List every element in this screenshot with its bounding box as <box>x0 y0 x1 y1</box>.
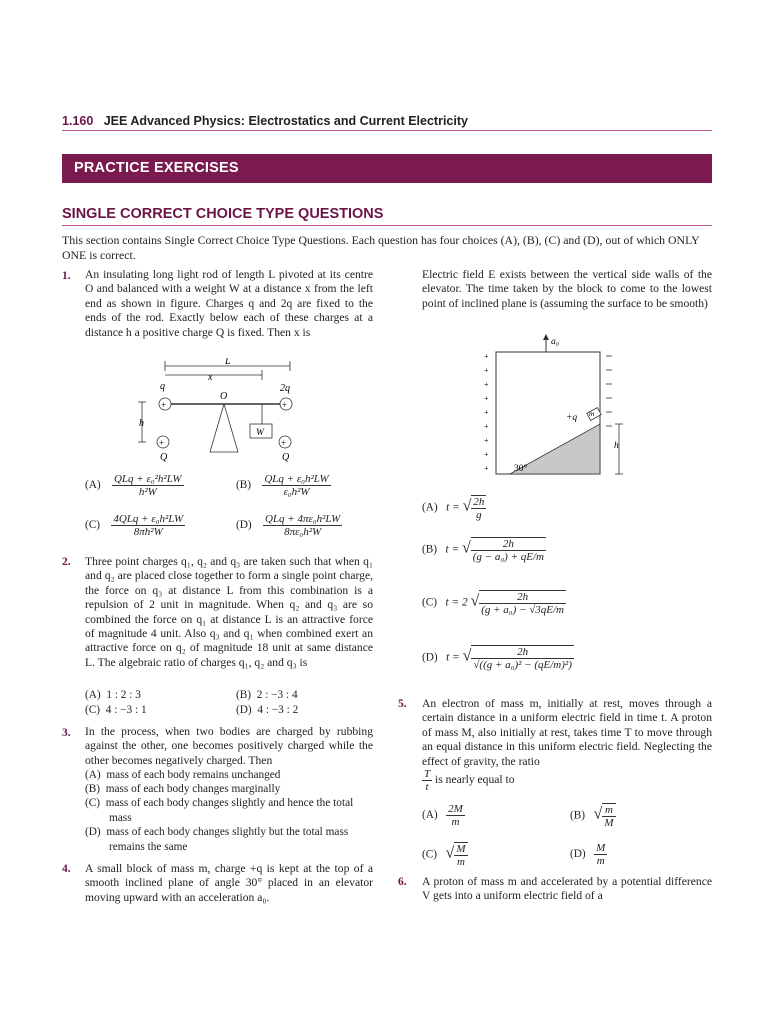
q2-option-c[interactable]: (C) 4 : −3 : 1 <box>85 704 147 716</box>
q4-option-c[interactable]: (C) t = 2 √ $\frac{2h}{\text{(g + a₀) − √3qE/m}}$ <box>422 591 564 616</box>
svg-text:+: + <box>159 438 165 448</box>
q3-number: 3. <box>62 727 71 739</box>
q4-option-d[interactable]: (D) t = √ $\frac{2h}{\text{√((g + a₀)² − (qE/m)²)}}$ <box>422 646 572 671</box>
q3-option-c[interactable]: (C) mass of each body changes slightly and hence the total mass <box>85 797 354 824</box>
svg-text:+: + <box>484 394 489 403</box>
q5-number: 5. <box>398 698 407 710</box>
q3-text: In the process, when two bodies are charged by rubbing against the other, one becomes positively charged while the other becomes negatively charged. Then <box>85 725 373 767</box>
svg-text:+: + <box>484 380 489 389</box>
fig1-q-label: q <box>160 381 165 392</box>
q2-option-b[interactable]: (B) 2 : −3 : 4 <box>236 689 298 701</box>
section-title: SINGLE CORRECT CHOICE TYPE QUESTIONS <box>62 206 384 222</box>
svg-text:+: + <box>281 438 287 448</box>
q1-option-d[interactable]: (D) $\frac{\text{QLq + 4πε₀h²LW}}{\text{8πε₀h²W}}$ <box>236 513 341 538</box>
q2-text: Three point charges q₁, q₂ and q₃ are taken such that when q₁ and q₂ are placed close together to form a single point charge, the force on q₃ at distance L from this combination is a repulsion of 2 unit in magnitude. When q₂ and q₃ are so combined the force on q₁ at distance L is an attractive force of magnitude 4 unit. Also q₃ and q₁ when combined exert an attractive force on q₂ of magnitude 18 unit at same distance L. The algebraic ratio of charges q₁, q₂ and q₃ is <box>85 555 373 669</box>
fig4-h-label: h <box>614 441 619 451</box>
fig1-x-label: x <box>208 372 213 383</box>
svg-text:+: + <box>484 352 489 361</box>
fig4-a0-label: a₀ <box>551 337 560 347</box>
q5-ratio-line: $\frac{T}{t}$ is nearly equal to <box>424 768 515 793</box>
q1-option-a[interactable]: (A) $\frac{\text{QLq + ε₀²h²LW}}{\text{h²W}}$ <box>85 473 182 498</box>
q5-option-a[interactable]: (A) $\frac{2M}{m}$ <box>422 803 463 828</box>
page-number: 1.160 <box>62 114 94 128</box>
svg-text:+: + <box>282 400 288 410</box>
fig4-charge-label: +q <box>566 413 578 423</box>
q4-text-continued: Electric field E exists between the vertical side walls of the elevator. The time taken by the block to come to the lowest point of inclined plane is (assuming the surface to be smooth) <box>422 268 712 310</box>
q1-number: 1. <box>62 270 71 282</box>
fig1-Q1-label: Q <box>160 452 168 463</box>
fig1-Q2-label: Q <box>282 452 290 463</box>
fig1-h-label: h <box>139 418 144 429</box>
q6-number: 6. <box>398 876 407 888</box>
svg-text:+: + <box>484 366 489 375</box>
fig4-block-label: m <box>589 409 595 418</box>
q3-option-d[interactable]: (D) mass of each body changes slightly but the total mass remains the same <box>85 826 349 853</box>
q5-option-d[interactable]: (D) $\frac{M}{m}$ <box>570 842 606 867</box>
q3-option-b[interactable]: (B) mass of each body changes marginally <box>85 783 281 795</box>
header-rule <box>62 130 712 131</box>
q2-number: 2. <box>62 556 71 568</box>
running-header <box>62 114 468 128</box>
svg-text:+: + <box>484 450 489 459</box>
fig1-O-label: O <box>220 391 228 402</box>
q4-figure <box>478 332 628 480</box>
q3-option-a[interactable]: (A) mass of each body remains unchanged <box>85 769 281 781</box>
q1-option-b[interactable]: (B) $\frac{\text{QLq + ε₀h²LW}}{\text{ε₀h²W}}$ <box>236 473 329 498</box>
book-title: JEE Advanced Physics: Electrostatics and Current Electricity <box>103 114 468 128</box>
banner-title: PRACTICE EXERCISES <box>74 160 239 176</box>
section-intro: This section contains Single Correct Choice Type Questions. Each question has four choices (A), (B), (C) and (D), out of which ONLY ONE is correct. <box>62 233 700 262</box>
section-rule <box>62 225 712 226</box>
svg-text:+: + <box>484 408 489 417</box>
svg-text:+: + <box>161 400 167 410</box>
q2-option-d[interactable]: (D) 4 : −3 : 2 <box>236 704 299 716</box>
q5-text: An electron of mass m, initially at rest, moves through a certain distance in a uniform electric field in time t. A proton of mass M, also initially at rest, takes time T to move through an equal distance in this uniform electric field. Neglecting the effect of gravity, the ratio <box>422 697 712 768</box>
q4-option-b[interactable]: (B) t = √ $\frac{2h}{\text{(g − a₀) + qE/m}}$ <box>422 538 544 563</box>
q1-figure <box>130 358 320 468</box>
practice-banner <box>62 154 712 183</box>
q5-option-c[interactable]: (C) √ $\frac{M}{m}$ <box>422 843 466 868</box>
fig1-2q-label: 2q <box>280 383 290 394</box>
svg-text:+: + <box>484 422 489 431</box>
svg-text:+: + <box>484 464 489 473</box>
q4-number: 4. <box>62 863 71 875</box>
q2-option-a[interactable]: (A) 1 : 2 : 3 <box>85 689 141 701</box>
q6-text: A proton of mass m and accelerated by a potential difference V gets into a uniform electric field of a <box>422 875 712 903</box>
fig1-L-label: L <box>225 358 231 367</box>
q5-option-b[interactable]: (B) √ $\frac{m}{M}$ <box>570 804 614 829</box>
q1-option-c[interactable]: (C) $\frac{\text{4QLq + ε₀h²LW}}{\text{8πh²W}}$ <box>85 513 184 538</box>
fig1-W-label: W <box>256 428 264 438</box>
q4-option-a[interactable]: (A) t = √ $\frac{2h}{g}$ <box>422 496 485 521</box>
fig1-pivot <box>210 404 238 452</box>
svg-text:+: + <box>484 436 489 445</box>
fig4-angle-label: 30° <box>514 464 528 474</box>
q4-text: A small block of mass m, charge +q is kept at the top of a smooth inclined plane of angle 30° placed in an elevator moving upward with an acceleration a₀. <box>85 862 373 904</box>
q1-text: An insulating long light rod of length L pivoted at its centre O and balanced with a weight W at a distance x from the left end as shown in figure. Charges q and 2q are fixed to the ends of the rod. Exactly below each of these charges at a distance h a positive charge Q is fixed. Then x is <box>85 268 373 339</box>
